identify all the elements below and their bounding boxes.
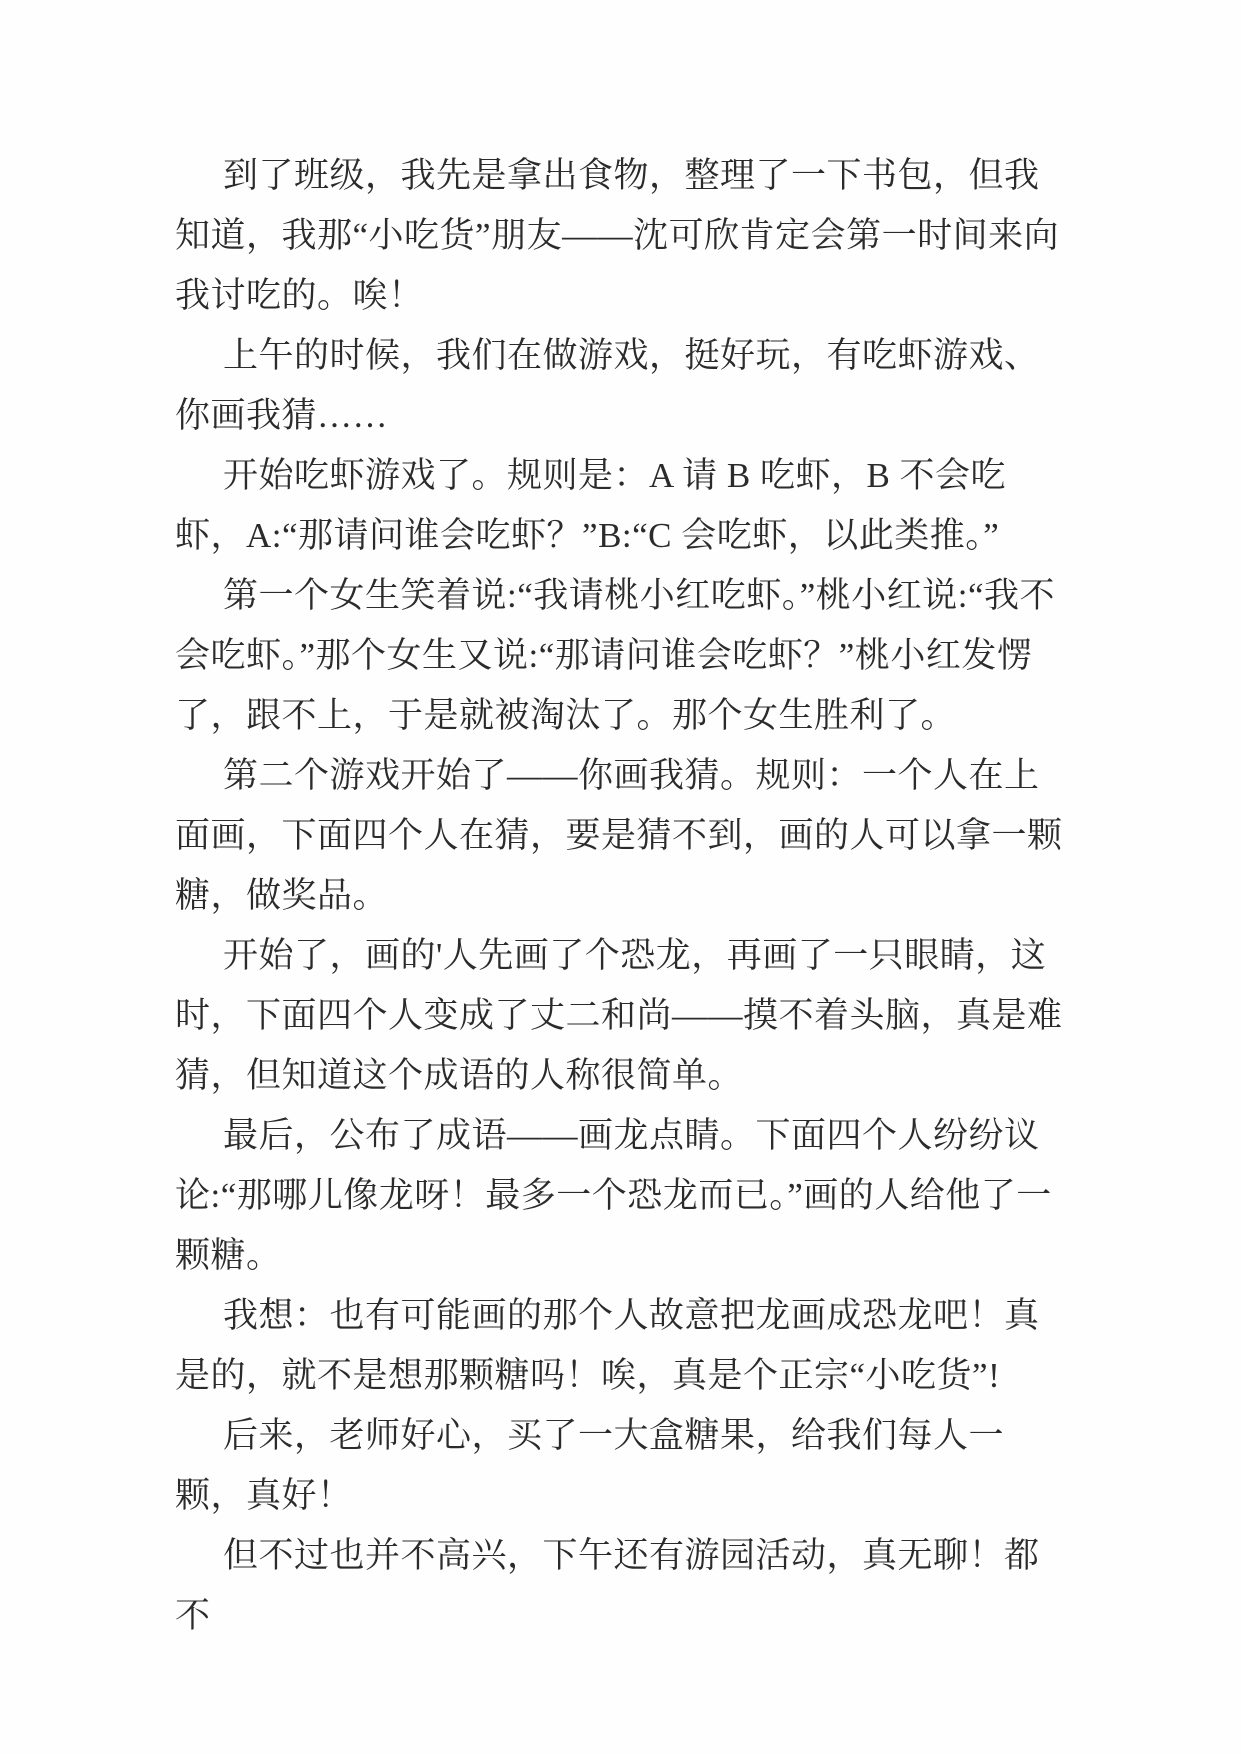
- paragraph-idiom-reveal: 最后，公布了成语——画龙点睛。下面四个人纷纷议论:“那哪儿像龙呀！最多一个恐龙而已。”画的人给他了一颗糖。: [175, 1116, 1052, 1275]
- paragraph-morning-games: 上午的时候，我们在做游戏，挺好玩，有吃虾游戏、你画我猜……: [175, 336, 1040, 435]
- paragraph-teacher-candy: 后来，老师好心，买了一大盒糖果，给我们每人一颗，真好！: [175, 1416, 1005, 1515]
- paragraph-drawing-dinosaur: 开始了，画的'人先画了个恐龙，再画了一只眼睛，这时，下面四个人变成了丈二和尚——摸不着头脑，真是难猜，但知道这个成语的人称很简单。: [175, 936, 1063, 1095]
- paragraph-afternoon-unfinished: 但不过也并不高兴，下午还有游园活动，真无聊！都不: [175, 1536, 1040, 1635]
- paragraph-second-game-rules: 第二个游戏开始了——你画我猜。规则：一个人在上面画，下面四个人在猜，要是猜不到，画的人可以拿一颗糖，做奖品。: [175, 756, 1063, 915]
- paragraph-first-girl: 第一个女生笑着说:“我请桃小红吃虾。”桃小红说:“我不会吃虾。”那个女生又说:“那请问谁会吃虾？”桃小红发愣了，跟不上，于是就被淘汰了。那个女生胜利了。: [175, 576, 1056, 735]
- paragraph-shrimp-game-rules: 开始吃虾游戏了。规则是：A 请 B 吃虾，B 不会吃虾，A:“那请问谁会吃虾？”B:“C 会吃虾，以此类推。”: [175, 456, 1007, 555]
- document-text-body: [175, 146, 1069, 1646]
- paragraph-arrival: 到了班级，我先是拿出食物，整理了一下书包，但我知道，我那“小吃货”朋友——沈可欣肯定会第一时间来向我讨吃的。唉！: [175, 156, 1060, 315]
- paragraph-my-thought: 我想：也有可能画的那个人故意把龙画成恐龙吧！真是的，就不是想那颗糖吗！唉，真是个正宗“小吃货”!: [175, 1296, 1040, 1395]
